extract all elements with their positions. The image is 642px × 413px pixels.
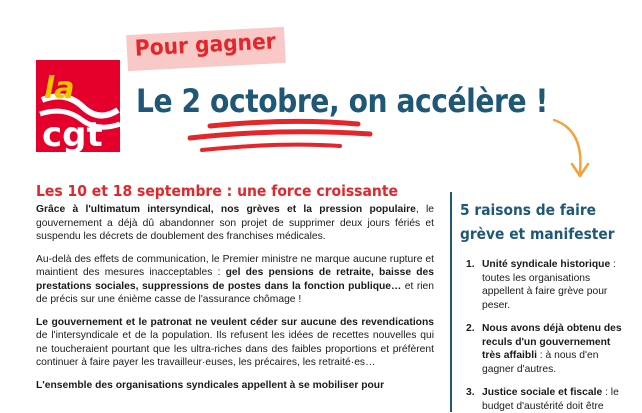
section-title: Les 10 et 18 septembre : une force croissante bbox=[36, 182, 398, 200]
paragraph-text: Au-delà des effets de communication, le Premier ministre ne marque aucune rupture et maintient des mesures inacceptables : bbox=[36, 253, 434, 278]
item-text: : toutes les organisations appellent à faire grève pour peser. bbox=[482, 259, 616, 311]
item-number: 1. bbox=[466, 259, 475, 270]
list-item bbox=[460, 322, 630, 376]
article-paragraph bbox=[36, 316, 434, 370]
paragraph-bold: Grâce à l'ultimatum intersyndical, nos grèves et la pression populaire bbox=[36, 204, 416, 215]
headline: Le 2 octobre, on accélère ! bbox=[136, 82, 548, 120]
cgt-logo bbox=[36, 60, 120, 155]
paragraph-text: de l'intersyndicale et de la population. Ils refusent les idées de recettes nouvelles qui ne toucheraient pourtant que les ultra-riches dans des faibles proportions et préfèrent continuer à faire payer les travailleur·euses, les précaires, les retraité·es… bbox=[36, 330, 434, 368]
logo-la: la bbox=[44, 71, 75, 106]
kicker-text: Pour gagner bbox=[134, 29, 277, 62]
list-item bbox=[460, 386, 630, 413]
list-item bbox=[460, 258, 630, 312]
article-paragraph bbox=[36, 379, 434, 393]
underline-swoosh bbox=[180, 118, 380, 158]
article-paragraph bbox=[36, 203, 434, 244]
item-bold: Unité syndicale historique bbox=[482, 259, 611, 270]
paragraph-text: et rien de précis sur une énième casse de l'assurance chômage ! bbox=[36, 280, 435, 305]
paragraph-bold: L'ensemble des organisations syndicales appellent à se mobiliser pour bbox=[36, 379, 385, 391]
item-number: 2. bbox=[466, 323, 475, 334]
main-article bbox=[36, 182, 434, 401]
paragraph-text: , le gouvernement a déjà dû abandonner son projet de supprimer deux jours fériés et suspendu les décrets de doublement des franchises médicales. bbox=[36, 204, 434, 242]
item-bold: Nous avons déjà obtenu des reculs d'un gouvernement très affaibli bbox=[482, 323, 622, 361]
reasons-sidebar bbox=[450, 192, 630, 412]
item-number: 3. bbox=[466, 387, 475, 398]
item-text: : à nous d'en gagner d'autres. bbox=[482, 350, 599, 375]
article-paragraph bbox=[36, 253, 434, 307]
logo-cgt: cgt bbox=[42, 115, 103, 155]
sidebar-title-line2: grève et manifester bbox=[460, 225, 615, 243]
sidebar-title-line1: 5 raisons de faire bbox=[460, 201, 597, 219]
item-bold: Justice sociale et fiscale bbox=[482, 387, 603, 398]
item-text: : le budget d'austérité doit être bbox=[482, 387, 619, 412]
paragraph-bold: gel des pensions de retraite, baisse des prestations sociales, suppressions de postes dans la fonction publique… bbox=[36, 267, 435, 292]
kicker-banner bbox=[126, 27, 286, 71]
paragraph-bold: Le gouvernement et le patronat ne veulent céder sur aucune des revendications bbox=[36, 316, 434, 328]
reasons-list bbox=[460, 258, 630, 413]
arrow-down-icon bbox=[548, 116, 598, 186]
